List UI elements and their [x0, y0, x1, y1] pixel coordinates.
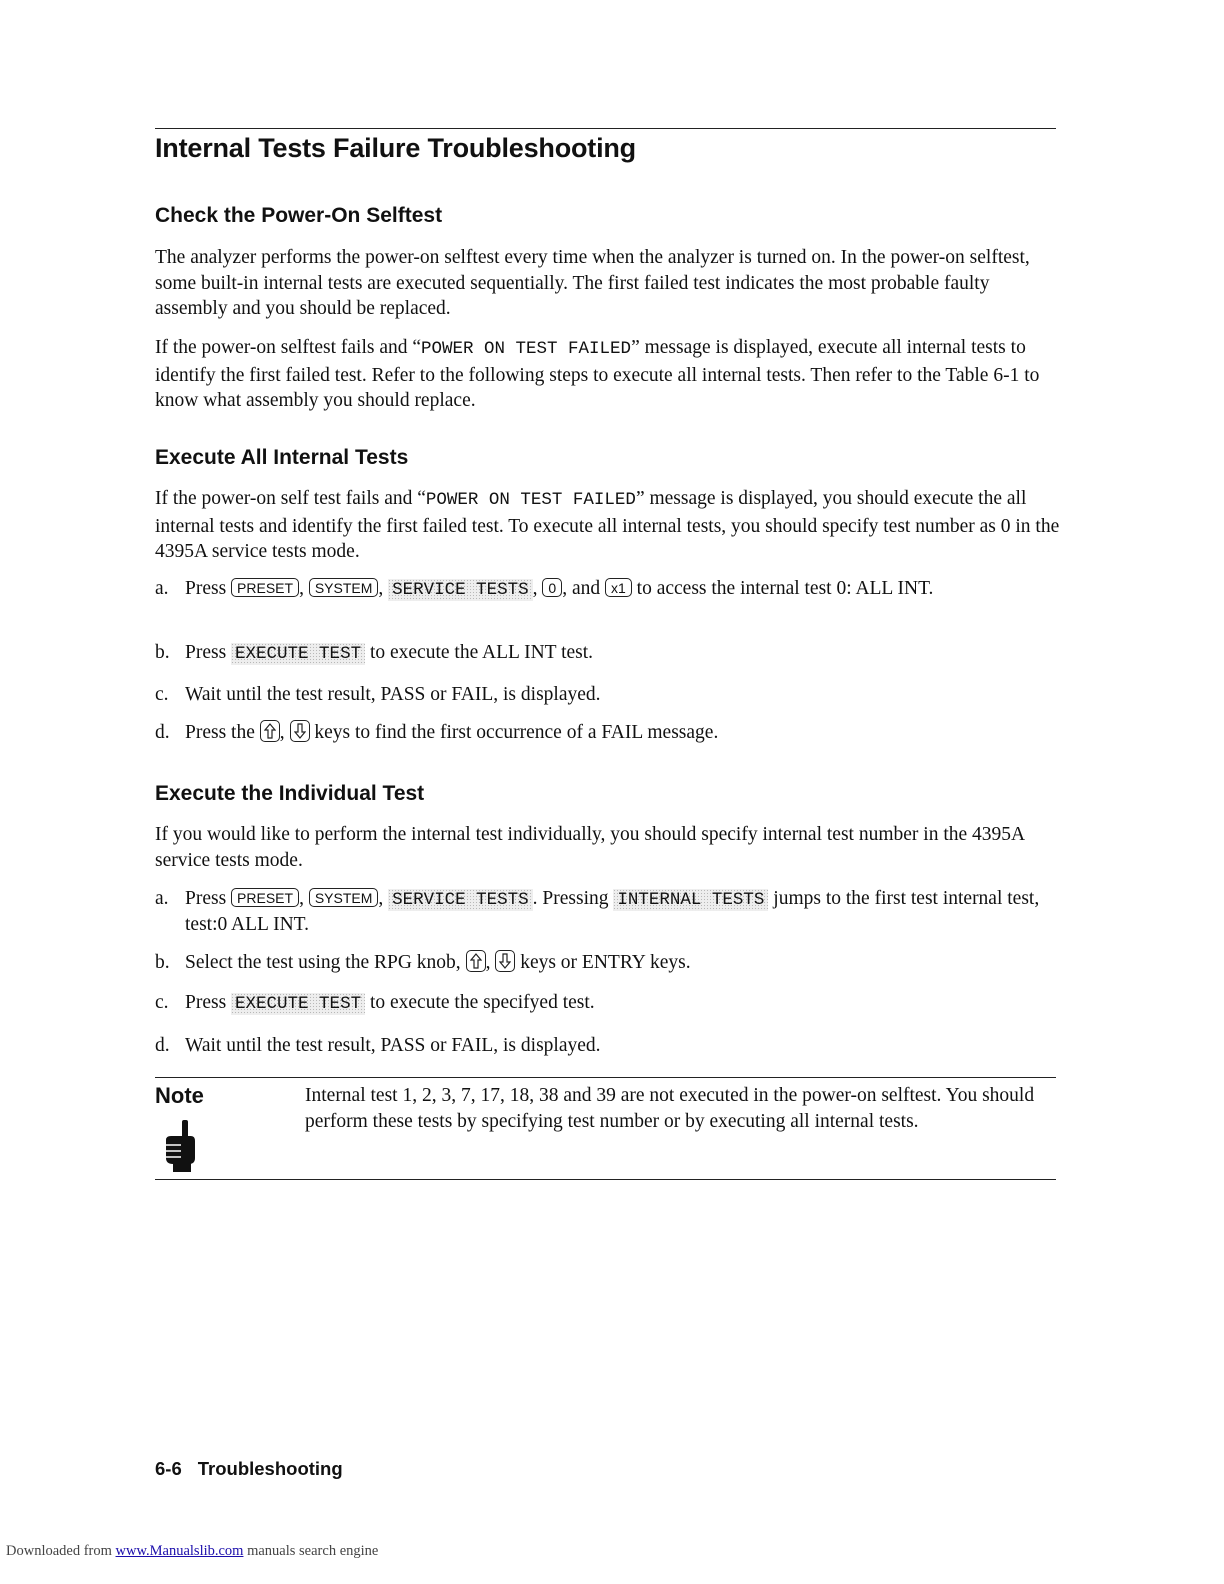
- text: , and: [562, 578, 601, 599]
- message-text: POWER ON TEST FAILED: [421, 339, 632, 359]
- execute-test-softkey[interactable]: EXECUTE TEST: [231, 993, 365, 1015]
- down-arrow-icon: [499, 953, 511, 969]
- top-rule: [155, 128, 1056, 129]
- text: jumps to the first test internal test, test:0 ALL INT.: [185, 888, 1040, 935]
- text: . Pressing: [532, 888, 609, 909]
- text: to access the internal test 0: ALL INT.: [636, 578, 934, 599]
- preset-key[interactable]: PRESET: [231, 578, 299, 597]
- text: to execute the ALL INT test.: [369, 642, 594, 663]
- manualslib-link[interactable]: www.Manualslib.com: [115, 1543, 244, 1559]
- page-footer: [155, 1458, 343, 1480]
- paragraph-execute-all: [155, 486, 1060, 565]
- zero-key[interactable]: 0: [542, 578, 562, 597]
- up-arrow-key[interactable]: [260, 720, 280, 742]
- step-label: d.: [155, 722, 170, 743]
- text: Downloaded from: [6, 1543, 112, 1559]
- text: ” message is displayed, you should execute the all internal tests and identify the first failed test. To execute all internal tests, you should specify test number as 0 in the 4395A service tests mode.: [155, 488, 1060, 562]
- preset-key[interactable]: PRESET: [231, 888, 299, 907]
- step-label: d.: [155, 1035, 170, 1056]
- section-heading-individual: Execute the Individual Test: [155, 782, 425, 805]
- page-title: Internal Tests Failure Troubleshooting: [155, 133, 636, 163]
- x1-key[interactable]: x1: [605, 578, 632, 597]
- note-top-rule: [155, 1077, 1056, 1078]
- message-text: POWER ON TEST FAILED: [425, 490, 636, 510]
- up-arrow-icon: [264, 723, 276, 739]
- down-arrow-key[interactable]: [290, 720, 310, 742]
- text: Press: [185, 888, 227, 909]
- text: Press: [185, 578, 227, 599]
- text: Press: [185, 992, 227, 1013]
- step-label: b.: [155, 642, 170, 663]
- text: keys to find the first occurrence of a FAIL message.: [314, 722, 719, 743]
- paragraph-individual: If you would like to perform the internal test individually, you should specify internal test number in the 4395A service tests mode.: [155, 824, 1025, 871]
- text: to execute the specifyed test.: [369, 992, 595, 1013]
- section-heading-power-on: Check the Power-On Selftest: [155, 204, 443, 227]
- text: keys or ENTRY keys.: [520, 952, 691, 973]
- internal-tests-softkey[interactable]: INTERNAL TESTS: [613, 889, 768, 911]
- step-label: b.: [155, 952, 170, 973]
- system-key[interactable]: SYSTEM: [309, 578, 379, 597]
- text: If the power-on selftest fails and “: [155, 337, 422, 358]
- page-number: 6-6: [155, 1458, 182, 1479]
- paragraph-power-on-intro: The analyzer performs the power-on selftest every time when the analyzer is turned on. In the power-on selftest, some built-in internal tests are executed sequentially. The first failed test indicates the most probable faulty assembly and you should be replaced.: [155, 247, 1030, 319]
- pointing-hand-icon: [163, 1120, 197, 1177]
- up-arrow-icon: [470, 953, 482, 969]
- up-arrow-key[interactable]: [466, 950, 486, 972]
- section-heading-execute-all: Execute All Internal Tests: [155, 446, 409, 469]
- paragraph-power-on-failed: [155, 335, 1060, 414]
- text: manuals search engine: [247, 1543, 379, 1559]
- text: Wait until the test result, PASS or FAIL, is displayed.: [185, 684, 601, 705]
- text: Press: [185, 642, 227, 663]
- text: Select the test using the RPG knob,: [185, 952, 461, 973]
- text: Wait until the test result, PASS or FAIL, is displayed.: [185, 1035, 601, 1056]
- step-label: c.: [155, 992, 169, 1013]
- download-credit: [6, 1543, 378, 1560]
- note-bottom-rule: [155, 1179, 1056, 1180]
- step-label: a.: [155, 578, 169, 599]
- text: ” message is displayed, execute all internal tests to identify the first failed test. Refer to the following steps to execute all internal tests. Then refer to the Table 6-1 to know what assembly you should replace.: [155, 337, 1040, 411]
- service-tests-softkey[interactable]: SERVICE TESTS: [388, 579, 533, 601]
- step-label: a.: [155, 888, 169, 909]
- text: Press the: [185, 722, 255, 743]
- footer-section: Troubleshooting: [197, 1458, 343, 1479]
- down-arrow-icon: [294, 723, 306, 739]
- service-tests-softkey[interactable]: SERVICE TESTS: [388, 889, 533, 911]
- execute-test-softkey[interactable]: EXECUTE TEST: [231, 643, 365, 665]
- text: If the power-on self test fails and “: [155, 488, 426, 509]
- down-arrow-key[interactable]: [495, 950, 515, 972]
- system-key[interactable]: SYSTEM: [309, 888, 379, 907]
- note-label: Note: [155, 1083, 204, 1108]
- note-text: Internal test 1, 2, 3, 7, 17, 18, 38 and 39 are not executed in the power-on selftest. You should perform these tests by specifying test number or by executing all internal tests.: [305, 1085, 1035, 1132]
- step-label: c.: [155, 684, 169, 705]
